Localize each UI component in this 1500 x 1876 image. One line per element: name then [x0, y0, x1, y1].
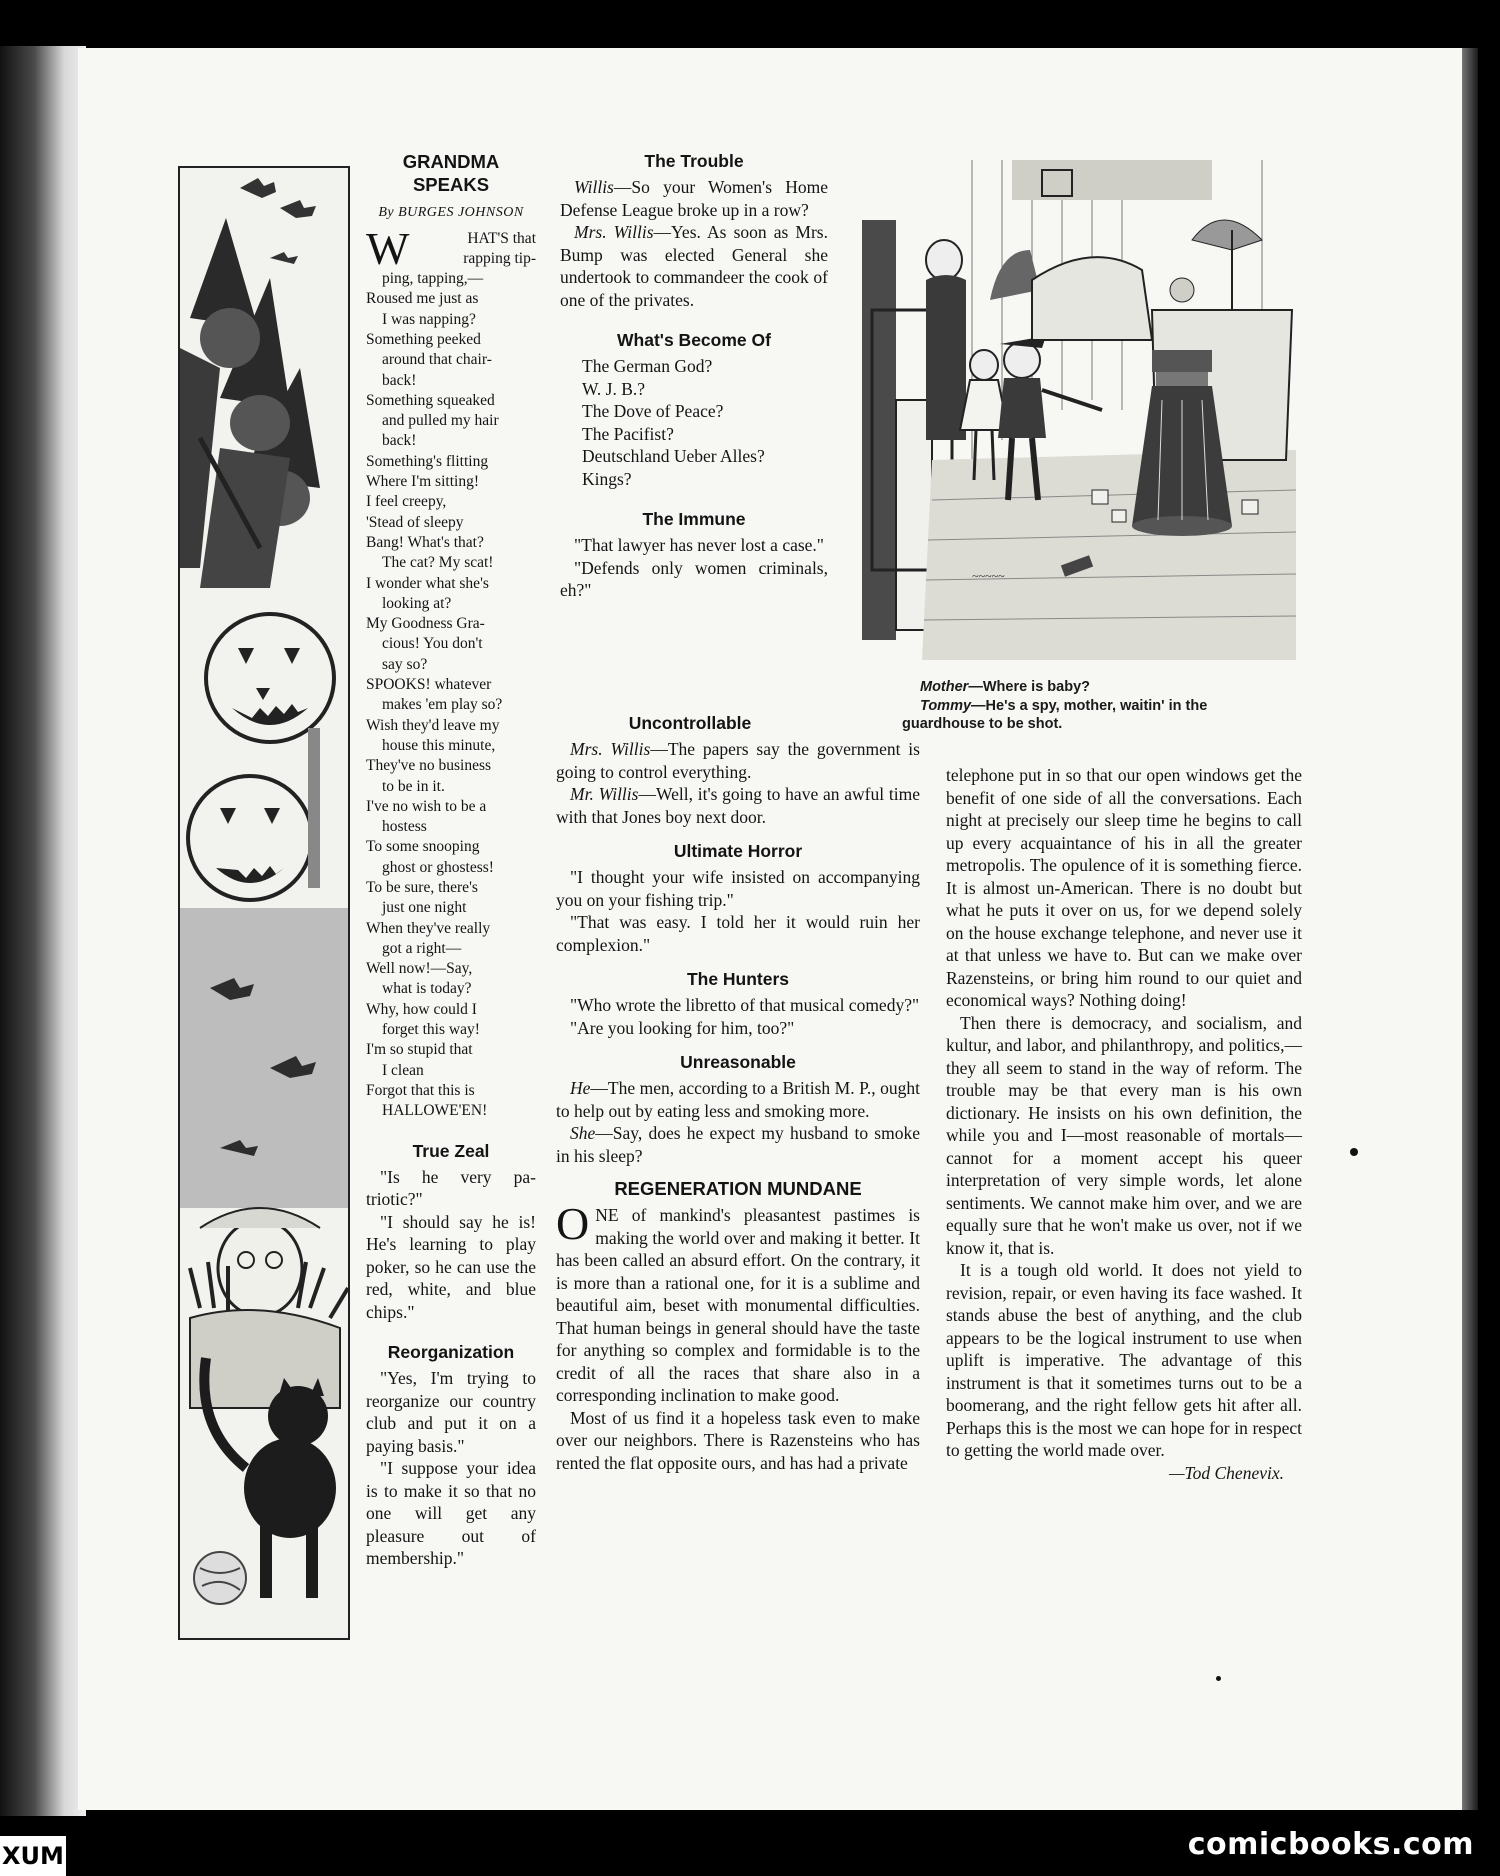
- poem-line: My Goodness Gra-: [366, 615, 485, 633]
- caption-text1: —Where is baby?: [968, 679, 1091, 695]
- list-item: The Pacifist?: [582, 423, 674, 444]
- hunters-p1: "Who wrote the libretto of that musical comedy?": [570, 995, 920, 1015]
- poem-line: SPOOKS! whatever: [366, 676, 492, 694]
- left-page-edge: [0, 46, 86, 1816]
- poem-line: house this minute,: [382, 736, 496, 754]
- poem-line: Wish they'd leave my: [366, 716, 500, 734]
- svg-text:~~~~~: ~~~~~: [972, 569, 1005, 583]
- poem-line: Why, how could I: [366, 1000, 477, 1018]
- cartoon-illustration: [862, 160, 1296, 660]
- immune-p1: "That lawyer has never lost a case.": [574, 535, 824, 555]
- column-two-upper: [560, 150, 828, 602]
- trouble-speaker2: Mrs. Willis: [574, 222, 654, 242]
- poem-line: HALLOWE'EN!: [382, 1102, 488, 1120]
- poem-line: Bang! What's that?: [366, 533, 484, 551]
- trouble-line1: —So your Women's Home Defense League broke up in a row?: [560, 177, 828, 220]
- unreasonable-line2: —Say, does he expect my husband to smoke in his sleep?: [556, 1123, 920, 1166]
- unreasonable-speaker1: He: [570, 1078, 591, 1098]
- regeneration-dropcap: O: [556, 1198, 590, 1249]
- grandma-title: [366, 150, 536, 196]
- column-one: [366, 150, 536, 1570]
- poem-line: ghost or ghostess!: [382, 858, 494, 876]
- poem-line: To be sure, there's: [366, 879, 478, 896]
- poem-line: They've no business: [366, 757, 492, 775]
- poem-line: I feel creepy,: [366, 493, 447, 511]
- caption-speaker2: Tommy: [920, 697, 972, 714]
- grandma-poem: [366, 222, 536, 1122]
- list-item: Kings?: [582, 468, 632, 489]
- regeneration-p1: [556, 1198, 920, 1407]
- poem-line: Roused me just as: [366, 290, 479, 308]
- poem-line: The cat? My scat!: [382, 554, 494, 572]
- trouble-title: The Trouble: [644, 151, 744, 171]
- ultimate-title: Ultimate Horror: [673, 841, 803, 861]
- poem-line: I wonder what she's: [366, 574, 489, 592]
- poem-line: I've no wish to be a: [366, 797, 487, 815]
- poem-line: makes 'em play so?: [382, 696, 503, 714]
- poem-line: Something's flitting: [366, 452, 489, 470]
- poem-line: Something peeked: [366, 330, 481, 348]
- poem-line: hostess: [382, 818, 427, 836]
- poem-line: To some snooping: [366, 838, 480, 856]
- poem-line: back!: [382, 432, 417, 450]
- poem-line: got a right—: [382, 939, 462, 957]
- caption-line1: [902, 678, 1302, 697]
- uncontrollable-title: Uncontrollable: [628, 713, 752, 733]
- cartoon-caption: [902, 678, 1302, 734]
- hunters-p2: "Are you looking for him, too?": [570, 1017, 795, 1038]
- poem-line: forget this way!: [382, 1021, 480, 1039]
- regeneration-p2a: Most of us find it a hopeless task even to make over our neighbors. There is Razensteins who has rented the flat opposite ours, and has had a private: [556, 1407, 920, 1473]
- poem-line: Something squeaked: [366, 391, 495, 409]
- corner-tag: XUM: [0, 1836, 66, 1876]
- regeneration-p1-text: NE of mankind's pleasantest pastimes is making the world over and making it better. It has been called an absurd effort. On the contrary, it is more than a rational one, for it is a sublime and beautiful aim, beset with monumental difficulties. That human beings in general should have the taste for anything so complex and formidable is to the credit of all the races that share also in a corresponding inclination to make good.: [556, 1205, 920, 1405]
- ultimate-p2: "That was easy. I told her it would ruin her complexion.": [556, 912, 920, 955]
- poem-line: Well now!—Say,: [366, 960, 473, 978]
- halloween-margin-illustration: [178, 166, 350, 1640]
- become-of-title: What's Become Of: [617, 330, 771, 350]
- uncontrollable-line1: —The papers say the government is going to control everything.: [556, 739, 920, 782]
- poem-line: Forgot that this is: [366, 1081, 475, 1099]
- grandma-dropcap: W: [366, 222, 410, 274]
- watermark: comicbooks.com: [1187, 1827, 1474, 1862]
- poem-line: and pulled my hair: [382, 412, 499, 430]
- caption-line3: guardhouse to be shot.: [902, 716, 1063, 732]
- poem-line: back!: [382, 371, 417, 389]
- uncontrollable-speaker2: Mr. Willis: [570, 784, 639, 804]
- unreasonable-speaker2: She: [570, 1123, 596, 1143]
- poem-line: what is today?: [382, 980, 472, 998]
- poem-line: 'Stead of sleepy: [366, 513, 464, 531]
- uncontrollable-speaker1: Mrs. Willis: [570, 739, 651, 759]
- poem-line: just one night: [382, 899, 467, 917]
- caption-line2: [902, 697, 1302, 716]
- column-three: [946, 764, 1302, 1484]
- poem-line: around that chair-: [382, 351, 492, 369]
- poem-line: to be in it.: [382, 777, 445, 795]
- list-item: W. J. B.?: [582, 378, 646, 399]
- poem-line: Where I'm sitting!: [366, 473, 479, 491]
- trouble-line2: —Yes. As soon as Mrs. Bump was elected General she undertook to commandeer the cook of one of the privates.: [560, 222, 828, 310]
- unreasonable-line1: —The men, according to a British M. P., ought to help out by eating less and smoking more.: [556, 1078, 920, 1121]
- column-two-lower: [556, 712, 920, 1474]
- caption-text2a: —He's a spy, mother, waitin' in the: [971, 697, 1208, 714]
- list-item: The German God?: [582, 356, 713, 376]
- true-zeal-p2: "I should say he is! He's learning to play poker, so he can use the red, white, and blue chips.": [366, 1211, 536, 1322]
- poem-line: I'm so stupid that: [366, 1041, 473, 1059]
- unreasonable-title: Unreasonable: [680, 1052, 796, 1072]
- reorganization-p1: "Yes, I'm trying to reorganize our country club and put it on a paying basis.": [366, 1368, 536, 1456]
- regeneration-signature: —Tod Chenevix.: [1168, 1462, 1284, 1483]
- poem-line: When they've really: [366, 919, 491, 937]
- immune-p2: "Defends only women criminals, eh?": [560, 557, 828, 600]
- grandma-byline: By BURGES JOHNSON: [378, 205, 524, 220]
- poem-line: I clean: [382, 1061, 424, 1079]
- poem-line: say so?: [382, 655, 428, 673]
- poem-line: ping, tapping,—: [382, 270, 484, 288]
- poem-line: looking at?: [382, 594, 452, 612]
- page-speck: [1216, 1676, 1221, 1681]
- regeneration-title: REGENERATION MUNDANE: [614, 1178, 862, 1199]
- true-zeal-title: True Zeal: [412, 1140, 490, 1161]
- page-edge-shadow: [1462, 48, 1478, 1810]
- become-of-list: [560, 355, 828, 490]
- poem-line: cious! You don't: [382, 635, 483, 653]
- poem-line: rapping tip-: [463, 249, 536, 267]
- ultimate-p1: "I thought your wife insisted on accompanying you on your fishing trip.": [556, 867, 920, 910]
- reorganization-title: Reorganization: [387, 1342, 515, 1363]
- grandma-title-line2: SPEAKS: [412, 174, 490, 195]
- trouble-speaker1: Willis: [574, 177, 614, 197]
- true-zeal-p1: "Is he very pa-triotic?": [366, 1166, 536, 1210]
- poem-line: I was napping?: [382, 310, 476, 328]
- poem-line: HAT'S that: [467, 229, 536, 247]
- page-speck: [1350, 1148, 1358, 1156]
- list-item: Deutschland Ueber Alles?: [582, 446, 765, 466]
- uncontrollable-line2: —Well, it's going to have an awful time with that Jones boy next door.: [556, 784, 920, 827]
- reorganization-p2: "I suppose your idea is to make it so that no one will get any pleasure out of membership.": [366, 1458, 536, 1569]
- regeneration-p4: It is a tough old world. It does not yield to revision, repair, or even having its face washed. It stands abuse the best of anything, and the club appears to be the logical instrument to use when uplift is imperative. The advantage of this instrument is that it sometimes turns out to be a boomerang, and the right fellow gets hit after all. Perhaps this is the most we can hope for in respect to getting the world made over.: [946, 1260, 1302, 1460]
- list-item: The Dove of Peace?: [582, 401, 724, 421]
- immune-title: The Immune: [642, 509, 746, 529]
- hunters-title: The Hunters: [686, 969, 790, 989]
- regeneration-p2b: telephone put in so that our open windows get the benefit of one side of all the conversations. Each night at precisely our sleep time he begins to call up every acquaintance of his in all the greater metropolis. The opulence of it is something fierce. It is almost un-American. There is no doubt but what he puts it over on us, for we depend solely on the house exchange telephone, and never use it at that unless we have to. But can we make over Razensteins, or bring him round to our quiet and economical ways? Nothing doing!: [946, 765, 1302, 1010]
- grandma-title-line1: GRANDMA: [402, 151, 500, 172]
- regeneration-p3: Then there is democracy, and socialism, and kultur, and labor, and philanthropy, and politics,—they all seem to stand in the way of reform. The trouble may be that every man is his own dictionary. He insists on his own definition, the while you and I—most reasonable of mortals—cannot for a moment accept his queer interpretation of very simple words, let alone sentiments. We cannot make him over, and we are equally sure that he won't make us over, not if we know it, that is.: [946, 1012, 1302, 1258]
- caption-speaker1: Mother: [920, 679, 969, 695]
